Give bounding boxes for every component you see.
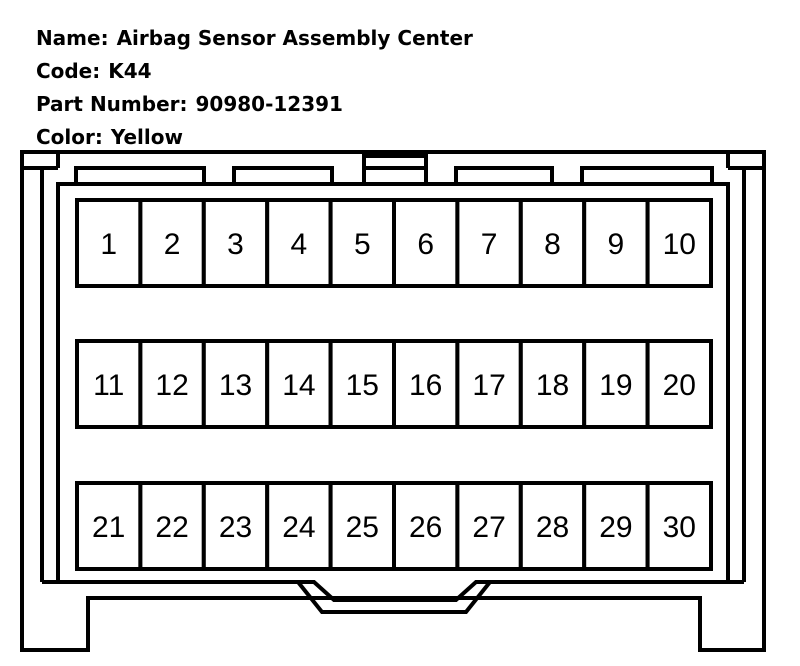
- pin-cavity: [331, 483, 394, 569]
- pin-number: 27: [472, 511, 506, 544]
- pin-cavity: [77, 341, 140, 427]
- pin-number: 23: [218, 511, 253, 544]
- color-value: Yellow: [110, 125, 183, 149]
- pin-number: 28: [535, 511, 570, 544]
- pin-cavity: [457, 483, 520, 569]
- name-label: Name:: [35, 26, 109, 50]
- pin-cavity: [457, 200, 520, 286]
- pin-number: 14: [282, 369, 316, 402]
- pin-cavity: [267, 341, 330, 427]
- pin-cavity: [648, 341, 711, 427]
- pin-number: 16: [409, 369, 443, 402]
- pin-cavity: [648, 483, 711, 569]
- pin-number: 10: [662, 228, 696, 261]
- pin-number: 11: [93, 369, 125, 402]
- pin-cavity: [140, 200, 203, 286]
- pin-number: 29: [599, 511, 633, 544]
- pin-number: 5: [353, 228, 371, 261]
- pin-cavity: [204, 341, 267, 427]
- pin-number: 25: [345, 511, 379, 544]
- pin-number: 9: [607, 228, 625, 261]
- pin-cavity: [204, 483, 267, 569]
- pin-cavity: [521, 483, 584, 569]
- pin-cavity: [584, 483, 647, 569]
- part-number-label: Part Number:: [35, 92, 188, 116]
- pin-number: 4: [290, 228, 308, 261]
- pin-number: 12: [155, 369, 189, 402]
- top-slot-1: [76, 168, 204, 184]
- pin-cavity: [521, 341, 584, 427]
- pin-number: 1: [100, 228, 118, 261]
- pin-row-3: [77, 483, 711, 569]
- pin-cavity: [394, 341, 457, 427]
- pin-number: 30: [662, 511, 696, 544]
- pin-number: 3: [227, 228, 244, 261]
- code-label: Code:: [35, 59, 101, 83]
- pin-number: 21: [92, 511, 126, 544]
- pin-number: 24: [282, 511, 316, 544]
- pin-number: 18: [535, 369, 570, 402]
- pin-number: 6: [417, 228, 435, 261]
- pin-row-2: [77, 341, 711, 427]
- pin-cavity: [584, 200, 647, 286]
- part-number-value: 90980-12391: [195, 92, 343, 116]
- top-slot-3: [456, 168, 552, 184]
- pin-cavity: [457, 341, 520, 427]
- pin-number: 15: [345, 369, 379, 402]
- pin-cavity: [394, 200, 457, 286]
- pin-number: 8: [544, 228, 561, 261]
- pin-number: 7: [480, 228, 498, 261]
- pin-cavity: [204, 200, 267, 286]
- pin-number: 13: [218, 369, 253, 402]
- pin-cavity: [267, 483, 330, 569]
- pin-cavity: [584, 341, 647, 427]
- pin-number: 2: [163, 228, 181, 261]
- pin-cavity: [648, 200, 711, 286]
- pin-cavity: [331, 200, 394, 286]
- code-value: K44: [108, 59, 152, 83]
- pin-grid: [77, 200, 711, 569]
- pin-number: 20: [662, 369, 696, 402]
- color-label: Color:: [35, 125, 103, 149]
- pin-cavity: [140, 483, 203, 569]
- top-slot-2: [234, 168, 332, 184]
- pin-cavity: [77, 200, 140, 286]
- pin-row-1: [77, 200, 711, 286]
- pin-number: 22: [155, 511, 189, 544]
- top-slot-4: [582, 168, 712, 184]
- pin-cavity: [267, 200, 330, 286]
- pin-number: 19: [599, 369, 633, 402]
- pin-number: 26: [409, 511, 443, 544]
- pin-number: 17: [472, 369, 506, 402]
- pin-cavity: [140, 341, 203, 427]
- name-value: Airbag Sensor Assembly Center: [116, 26, 473, 50]
- pin-cavity: [521, 200, 584, 286]
- pin-cavity: [77, 483, 140, 569]
- pin-cavity: [394, 483, 457, 569]
- pin-cavity: [331, 341, 394, 427]
